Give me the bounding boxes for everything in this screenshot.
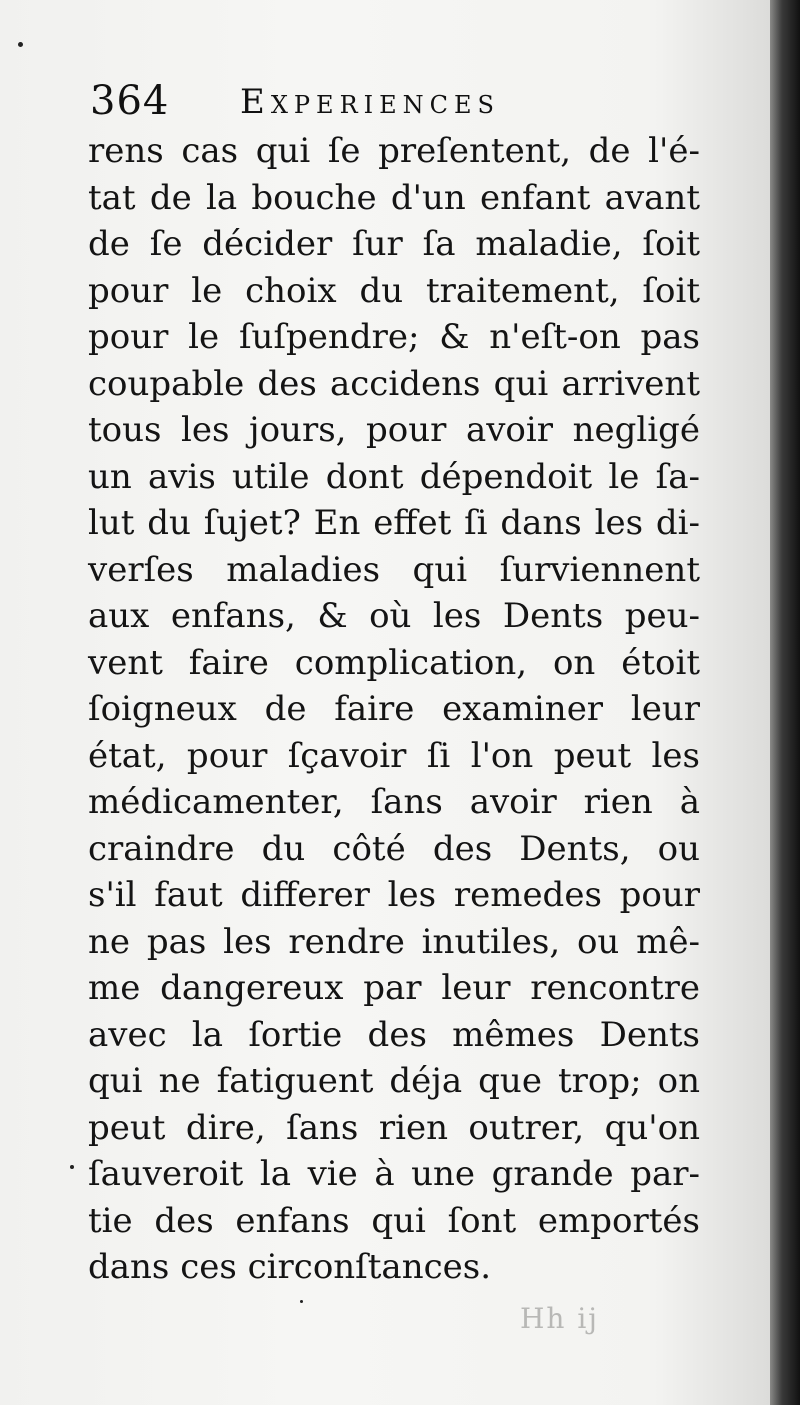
signature-mark: Hh ij (520, 1302, 599, 1335)
running-head: Experiences (240, 82, 500, 122)
text-line: verſes maladies qui ſurviennent (88, 549, 700, 590)
text-line: peut dire, ſans rien outrer, qu'on (88, 1107, 700, 1148)
text-line: rens cas qui ſe preſentent, de l'é- (88, 131, 700, 171)
page-header (90, 78, 690, 128)
text-line: de ſe décider ſur ſa maladie, ſoit (88, 224, 700, 264)
text-line: médicamenter, ſans avoir rien à (88, 782, 700, 822)
text-line: coupable des accidens qui arrivent (88, 363, 700, 404)
text-line: s'il faut differer les remedes pour (88, 875, 700, 915)
page-number: 364 (90, 78, 170, 124)
text-line: état, pour ſçavoir ſi l'on peut les (88, 735, 700, 776)
text-line: ſoigneux de faire examiner leur (88, 689, 700, 729)
ink-speck (18, 42, 23, 47)
page-gutter-shadow (770, 0, 800, 1405)
text-line: ſauveroit la vie à une grande par- (88, 1154, 700, 1194)
text-line: tous les jours, pour avoir negligé (88, 410, 700, 450)
text-line: pour le ſuſpendre; & n'eſt-on pas (88, 317, 700, 357)
text-line: pour le choix du traitement, ſoit (88, 270, 700, 311)
text-line: avec la ſortie des mêmes Dents (88, 1014, 700, 1055)
text-line: me dangereux par leur rencontre (88, 968, 700, 1008)
text-line: tie des enfans qui ſont emportés (88, 1200, 700, 1241)
text-line: lut du ſujet? En effet ſi dans les di- (88, 503, 700, 543)
text-line: qui ne fatiguent déja que trop; on (88, 1061, 700, 1101)
text-line: dans ces circonſtances. (88, 1247, 492, 1287)
text-line: craindre du côté des Dents, ou (88, 828, 700, 869)
text-line: tat de la bouche d'un enfant avant (88, 177, 700, 218)
ink-speck (70, 1165, 74, 1169)
body-text (88, 128, 700, 1291)
text-line: un avis utile dont dépendoit le ſa- (88, 456, 700, 497)
ink-speck (300, 1300, 303, 1303)
text-line: vent faire complication, on étoit (88, 642, 700, 683)
text-line: aux enfans, & où les Dents peu- (88, 596, 700, 636)
text-line: ne pas les rendre inutiles, ou mê- (88, 921, 700, 962)
